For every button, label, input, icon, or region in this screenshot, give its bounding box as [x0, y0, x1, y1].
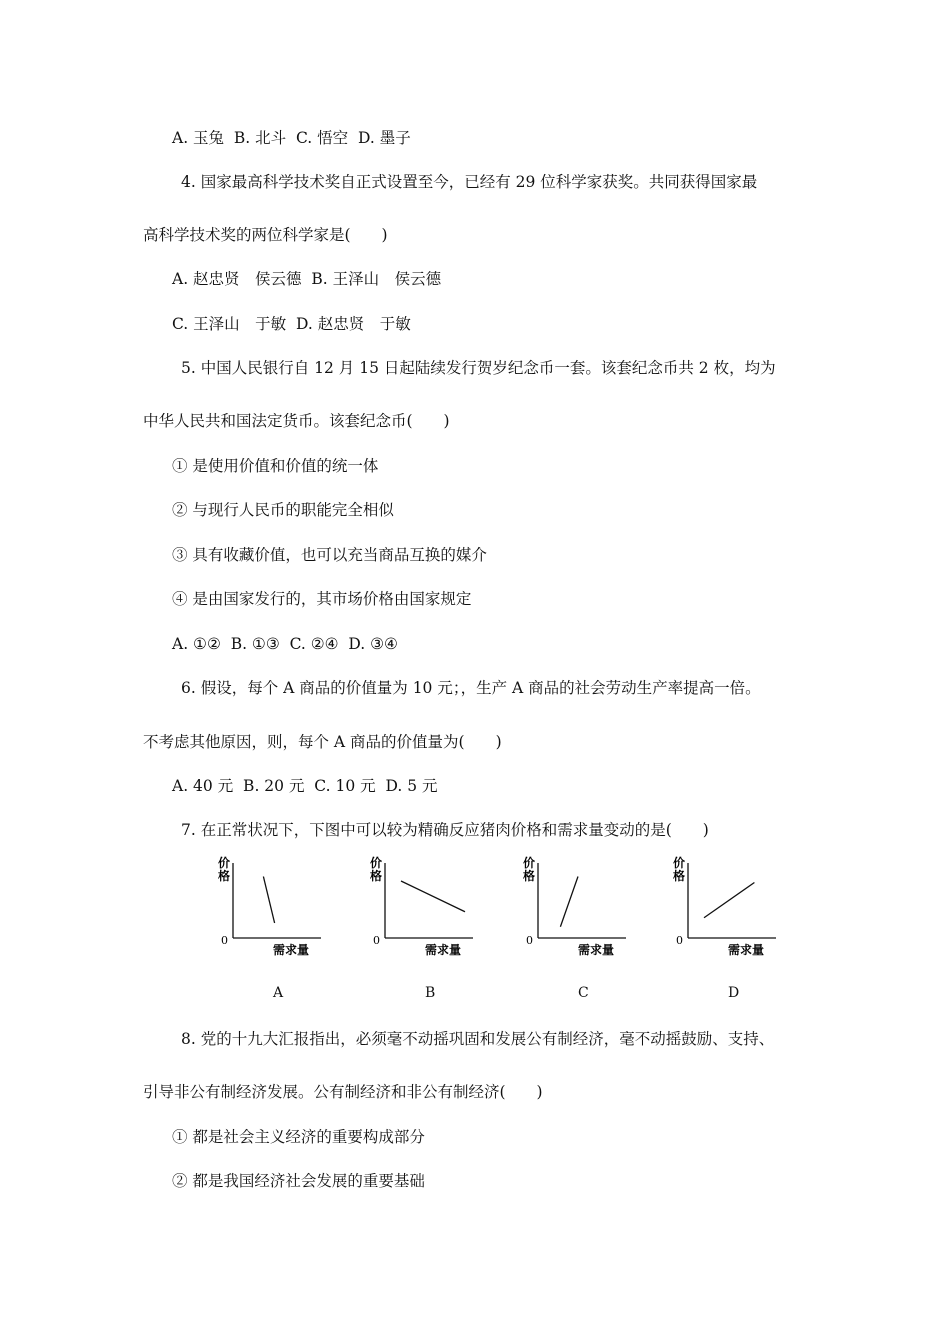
- demand-line: [704, 883, 754, 918]
- q4-options-cd: C. 王泽山 于敏 D. 赵忠贤 于敏: [172, 315, 411, 333]
- x-axis-label: 需求量: [728, 943, 765, 957]
- x-axis-label: 需求量: [578, 943, 615, 957]
- q8-statement-2: ② 都是我国经济社会发展的重要基础: [172, 1172, 425, 1190]
- origin-label: 0: [221, 934, 228, 947]
- demand-line: [263, 877, 274, 924]
- q5-statement-2: ② 与现行人民币的职能完全相似: [172, 501, 394, 519]
- q6-stem-line1: 6. 假设，每个 A 商品的价值量为 10 元；，生产 A 商品的社会劳动生产率提高一倍。: [181, 679, 761, 697]
- chart-option-letter: D: [728, 985, 740, 1001]
- chart-c: [520, 858, 630, 962]
- chart-option-letter: A: [273, 985, 284, 1001]
- y-axis-label: 格: [218, 869, 231, 883]
- chart-svg: [367, 858, 477, 958]
- q5-stem-line2: 中华人民共和国法定货币。该套纪念币( ): [143, 412, 450, 430]
- q4-stem-line1: 4. 国家最高科学技术奖自正式设置至今，已经有 29 位科学家获奖。共同获得国家最: [181, 173, 758, 191]
- q8-stem-line2: 引导非公有制经济发展。公有制经济和非公有制经济( ): [143, 1083, 543, 1101]
- y-axis-label: 格: [523, 869, 536, 883]
- y-axis-label: 格: [673, 869, 686, 883]
- y-axis-label: 格: [370, 869, 383, 883]
- q6-options: A. 40 元 B. 20 元 C. 10 元 D. 5 元: [172, 777, 438, 795]
- origin-label: 0: [676, 934, 683, 947]
- origin-label: 0: [526, 934, 533, 947]
- q7-stem: 7. 在正常状况下，下图中可以较为精确反应猪肉价格和需求量变动的是( ): [181, 821, 709, 839]
- q5-statement-1: ① 是使用价值和价值的统一体: [172, 457, 379, 475]
- chart-d: [670, 858, 780, 962]
- q3-options: A. 玉兔 B. 北斗 C. 悟空 D. 墨子: [172, 129, 411, 147]
- chart-option-letter: C: [578, 985, 589, 1001]
- chart-svg: [215, 858, 325, 958]
- y-axis-label: 价: [523, 856, 536, 870]
- demand-line: [560, 877, 578, 927]
- q8-stem-line1: 8. 党的十九大汇报指出，必须毫不动摇巩固和发展公有制经济，毫不动摇鼓励、支持、: [181, 1030, 775, 1048]
- q5-statement-4: ④ 是由国家发行的，其市场价格由国家规定: [172, 590, 472, 608]
- demand-line: [401, 881, 465, 912]
- chart-b: [367, 858, 477, 962]
- q4-options-ab: A. 赵忠贤 侯云德 B. 王泽山 侯云德: [172, 270, 442, 288]
- q6-stem-line2: 不考虑其他原因，则，每个 A 商品的价值量为( ): [143, 733, 502, 751]
- chart-svg: [670, 858, 780, 958]
- y-axis-label: 价: [370, 856, 383, 870]
- y-axis-label: 价: [673, 856, 686, 870]
- origin-label: 0: [373, 934, 380, 947]
- chart-svg: [520, 858, 630, 958]
- q5-stem-line1: 5. 中国人民银行自 12 月 15 日起陆续发行贺岁纪念币一套。该套纪念币共 2 枚，均为: [181, 359, 776, 377]
- q5-statement-3: ③ 具有收藏价值，也可以充当商品互换的媒介: [172, 546, 487, 564]
- chart-option-letter: B: [425, 985, 436, 1001]
- x-axis-label: 需求量: [273, 943, 310, 957]
- q4-stem-line2: 高科学技术奖的两位科学家是( ): [143, 226, 388, 244]
- q5-options: A. ①② B. ①③ C. ②④ D. ③④: [172, 635, 398, 653]
- q8-statement-1: ① 都是社会主义经济的重要构成部分: [172, 1128, 425, 1146]
- y-axis-label: 价: [218, 856, 231, 870]
- chart-a: [215, 858, 325, 962]
- x-axis-label: 需求量: [425, 943, 462, 957]
